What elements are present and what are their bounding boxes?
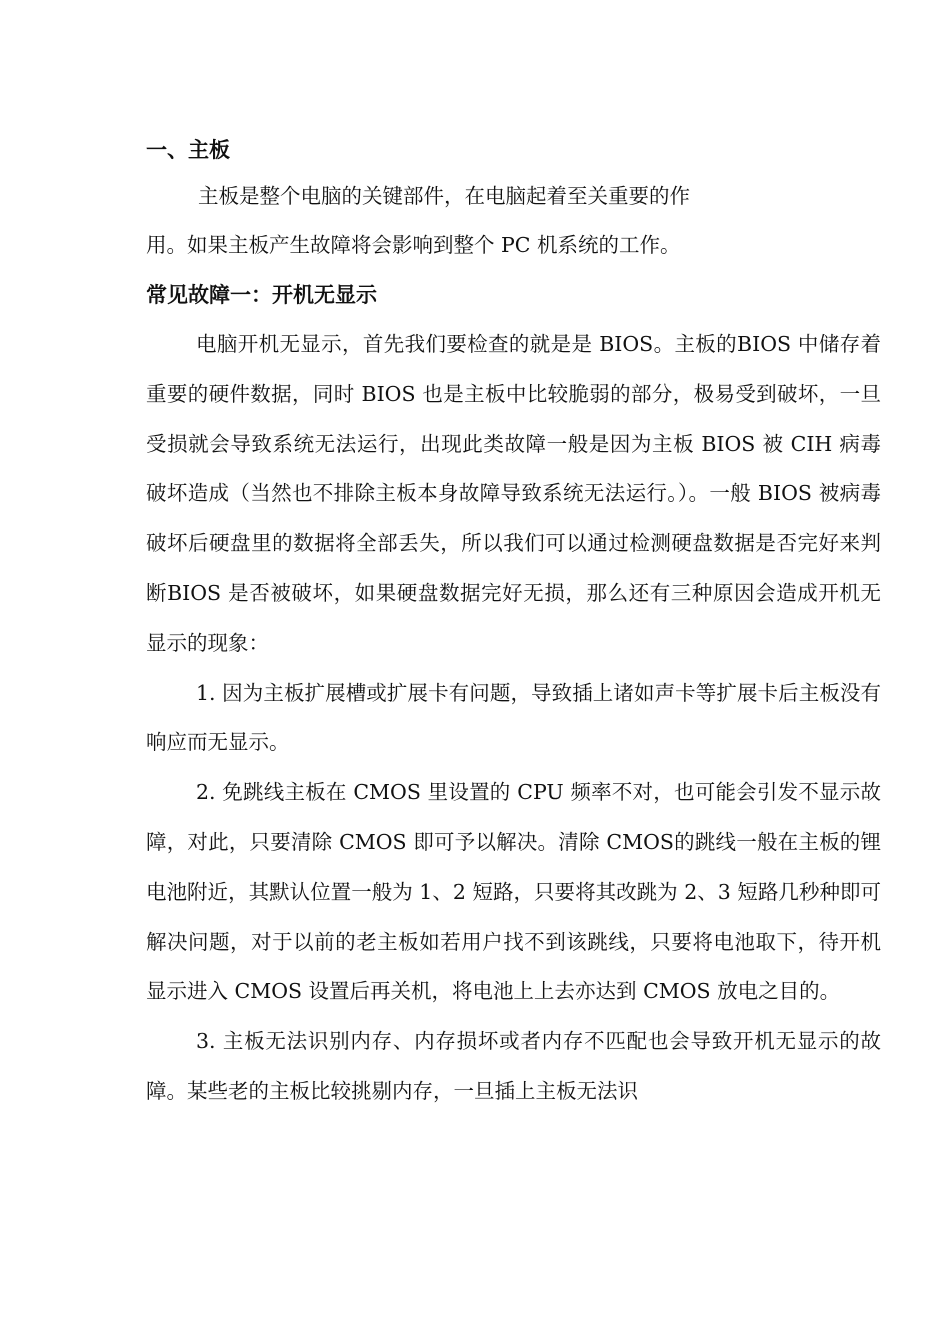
intro-line-2: 用。如果主板产生故障将会影响到整个 PC 机系统的工作。: [146, 233, 681, 257]
paragraph-cause-1: 1. 因为主板扩展槽或扩展卡有问题，导致插上诸如声卡等扩展卡后主板没有响应而无显示。: [146, 680, 881, 755]
paragraph-overview: 电脑开机无显示，首先我们要检查的就是是 BIOS。主板的BIOS 中储存着重要的硬件数据，同时 BIOS 也是主板中比较脆弱的部分，极易受到破坏，一旦受损就会导致系统无法运行，出现此类故障一般是因为主板 BIOS 被 CIH 病毒破坏造成（当然也不排除主板本身故障导致系统无法运行。）。一般 BIOS 被病毒破坏后硬盘里的数据将全部丢失，所以我们可以通过检测硬盘数据是否完好来判断BIOS 是否被破坏，如果硬盘数据完好无损，那么还有三种原因会造成开机无显示的现象：: [146, 332, 881, 655]
fault-heading: 常见故障一：开机无显示: [146, 282, 377, 307]
intro-line-1: 主板是整个电脑的关键部件，在电脑起着至关重要的作: [198, 184, 690, 208]
section-heading: 一、主板: [146, 137, 230, 162]
paragraph-cause-3: 3. 主板无法识别内存、内存损坏或者内存不匹配也会导致开机无显示的故障。某些老的主板比较挑剔内存，一旦插上主板无法识: [146, 1029, 881, 1103]
document-body: [146, 128, 881, 1117]
paragraph-cause-2: 2. 免跳线主板在 CMOS 里设置的 CPU 频率不对，也可能会引发不显示故障，对此，只要清除 CMOS 即可予以解决。清除 CMOS的跳线一般在主板的锂电池附近，其默认位置一般为 1、2 短路，只要将其改跳为 2、3 短路几秒种即可解决问题，对于以前的老主板如若用户找不到该跳线，只要将电池取下，待开机显示进入 CMOS 设置后再关机，将电池上上去亦达到 CMOS 放电之目的。: [146, 780, 881, 1004]
